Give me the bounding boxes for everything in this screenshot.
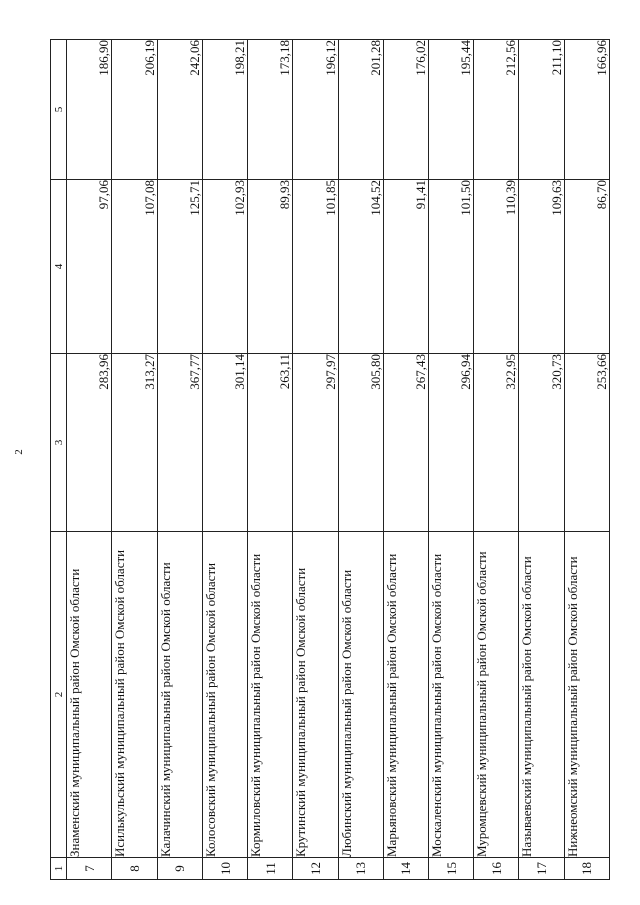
value-col5-cell: 242,06: [157, 40, 202, 180]
table-row: [338, 40, 383, 880]
table-row: [383, 40, 428, 880]
value-col4-cell: 86,70: [564, 180, 609, 354]
value-col3-cell: 367,77: [157, 354, 202, 532]
value-col4-cell: 101,50: [428, 180, 473, 354]
value-col4-cell: 107,08: [112, 180, 157, 354]
data-table: [50, 39, 610, 880]
value-col3-cell: 305,80: [338, 354, 383, 532]
value-col4-cell: 102,93: [202, 180, 247, 354]
value-col5-cell: 195,44: [428, 40, 473, 180]
value-col5-cell: 201,28: [338, 40, 383, 180]
value-col4-cell: 89,93: [248, 180, 293, 354]
row-number-cell: 16: [474, 858, 519, 880]
value-col4-cell: 109,63: [519, 180, 564, 354]
table-row: [428, 40, 473, 880]
column-header: 5: [51, 40, 67, 180]
value-col3-cell: 267,43: [383, 354, 428, 532]
value-col3-cell: 322,95: [474, 354, 519, 532]
district-name-cell: Калачинский муниципальный район Омской области: [157, 532, 202, 858]
value-col4-cell: 110,39: [474, 180, 519, 354]
district-name-cell: Москаленский муниципальный район Омской области: [428, 532, 473, 858]
column-header: 4: [51, 180, 67, 354]
table-row: [112, 40, 157, 880]
page-number: 2: [12, 449, 25, 455]
table-row: [474, 40, 519, 880]
value-col5-cell: 176,02: [383, 40, 428, 180]
table-row: [248, 40, 293, 880]
value-col3-cell: 301,14: [202, 354, 247, 532]
column-header: 1: [51, 858, 67, 880]
value-col4-cell: 125,71: [157, 180, 202, 354]
value-col4-cell: 104,52: [338, 180, 383, 354]
row-number-cell: 8: [112, 858, 157, 880]
row-number-cell: 12: [293, 858, 338, 880]
value-col3-cell: 263,11: [248, 354, 293, 532]
value-col3-cell: 313,27: [112, 354, 157, 532]
district-name-cell: Знаменский муниципальный район Омской области: [67, 532, 112, 858]
value-col4-cell: 91,41: [383, 180, 428, 354]
district-name-cell: Любинский муниципальный район Омской области: [338, 532, 383, 858]
row-number-cell: 15: [428, 858, 473, 880]
district-name-cell: Крутинский муниципальный район Омской области: [293, 532, 338, 858]
table-row: [157, 40, 202, 880]
district-name-cell: Колосовский муниципальный район Омской области: [202, 532, 247, 858]
value-col5-cell: 186,90: [67, 40, 112, 180]
row-number-cell: 13: [338, 858, 383, 880]
value-col5-cell: 211,10: [519, 40, 564, 180]
table-row: [519, 40, 564, 880]
table-row: [293, 40, 338, 880]
table-header-row: [51, 40, 67, 880]
district-name-cell: Нижнеомский муниципальный район Омской области: [564, 532, 609, 858]
value-col3-cell: 296,94: [428, 354, 473, 532]
row-number-cell: 9: [157, 858, 202, 880]
column-header: 3: [51, 354, 67, 532]
row-number-cell: 11: [248, 858, 293, 880]
district-name-cell: Марьяновский муниципальный район Омской области: [383, 532, 428, 858]
value-col4-cell: 97,06: [67, 180, 112, 354]
table-row: [202, 40, 247, 880]
district-name-cell: Называевский муниципальный район Омской области: [519, 532, 564, 858]
value-col4-cell: 101,85: [293, 180, 338, 354]
table-row: [67, 40, 112, 880]
value-col3-cell: 320,73: [519, 354, 564, 532]
column-header: 2: [51, 532, 67, 858]
value-col5-cell: 173,18: [248, 40, 293, 180]
row-number-cell: 18: [564, 858, 609, 880]
value-col5-cell: 166,96: [564, 40, 609, 180]
value-col5-cell: 206,19: [112, 40, 157, 180]
value-col3-cell: 283,96: [67, 354, 112, 532]
value-col5-cell: 212,56: [474, 40, 519, 180]
district-name-cell: Кормиловский муниципальный район Омской области: [248, 532, 293, 858]
value-col3-cell: 297,97: [293, 354, 338, 532]
value-col3-cell: 253,66: [564, 354, 609, 532]
rotated-table-container: [50, 40, 610, 880]
value-col5-cell: 198,21: [202, 40, 247, 180]
district-name-cell: Муромцевский муниципальный район Омской области: [474, 532, 519, 858]
value-col5-cell: 196,12: [293, 40, 338, 180]
row-number-cell: 10: [202, 858, 247, 880]
row-number-cell: 17: [519, 858, 564, 880]
district-name-cell: Исилькульский муниципальный район Омской области: [112, 532, 157, 858]
table-row: [564, 40, 609, 880]
row-number-cell: 14: [383, 858, 428, 880]
row-number-cell: 7: [67, 858, 112, 880]
